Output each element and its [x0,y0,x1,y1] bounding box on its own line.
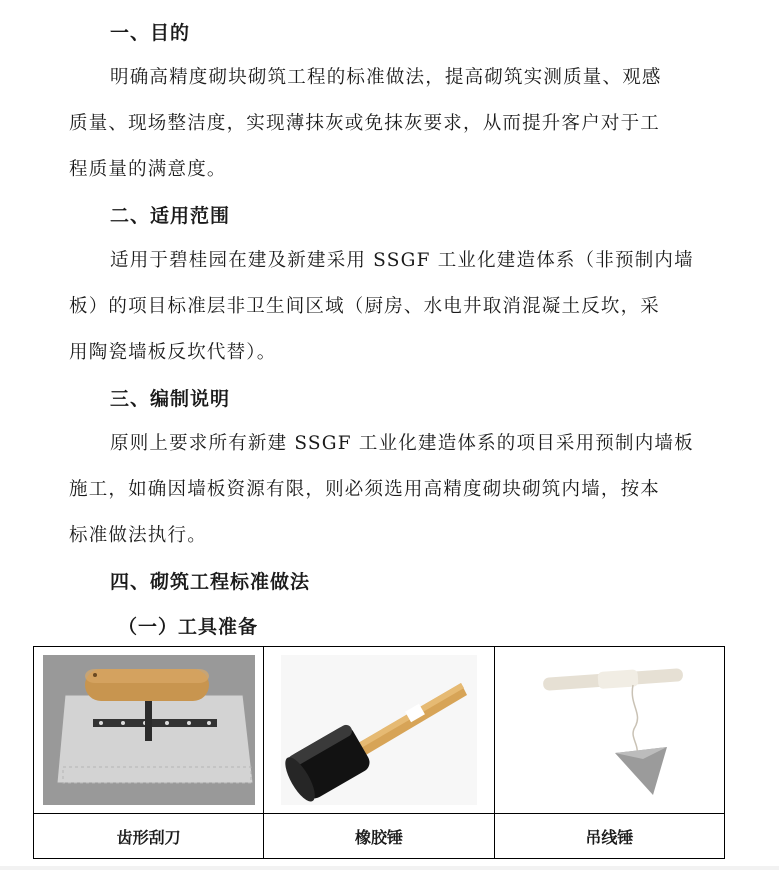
section-heading-notes: 三、编制说明 [110,388,231,410]
paragraph-line: 适用于碧桂园在建及新建采用 SSGF 工业化建造体系（非预制内墙 [110,250,694,271]
paragraph-line: 质量、现场整洁度，实现薄抹灰或免抹灰要求，从而提升客户对于工 [69,113,661,134]
paragraph-line: 程质量的满意度。 [69,159,227,180]
section-heading-scope: 二、适用范围 [110,205,231,227]
paragraph-line: 板）的项目标准层非卫生间区域（厨房、水电井取消混凝土反坎，采 [69,296,661,317]
page-bottom-edge [0,866,779,870]
tools-table [33,646,725,859]
paragraph-line: 施工，如确因墙板资源有限，则必须选用高精度砌块砌筑内墙，按本 [69,479,661,500]
tool-caption: 橡胶锤 [264,814,494,859]
paragraph-line: 原则上要求所有新建 SSGF 工业化建造体系的项目采用预制内墙板 [110,433,694,454]
section-heading-purpose: 一、目的 [110,22,191,44]
rubber-mallet-icon [281,655,477,805]
tool-image-cell [494,647,724,814]
plumb-bob-icon [503,655,715,805]
tool-image-cell [34,647,264,814]
tools-caption-row [34,814,725,859]
tools-image-row [34,647,725,814]
notched-trowel-icon [43,655,255,805]
paragraph-line: 明确高精度砌块砌筑工程的标准做法，提高砌筑实测质量、观感 [110,67,662,88]
tool-caption: 齿形刮刀 [34,814,264,859]
paragraph-line: 用陶瓷墙板反坎代替）。 [69,342,277,363]
tool-caption: 吊线锤 [494,814,724,859]
section-heading-standard-practice: 四、砌筑工程标准做法 [110,571,311,593]
tool-image-cell [264,647,494,814]
paragraph-line: 标准做法执行。 [69,525,207,546]
subheading-tool-preparation: （一）工具准备 [118,616,259,638]
